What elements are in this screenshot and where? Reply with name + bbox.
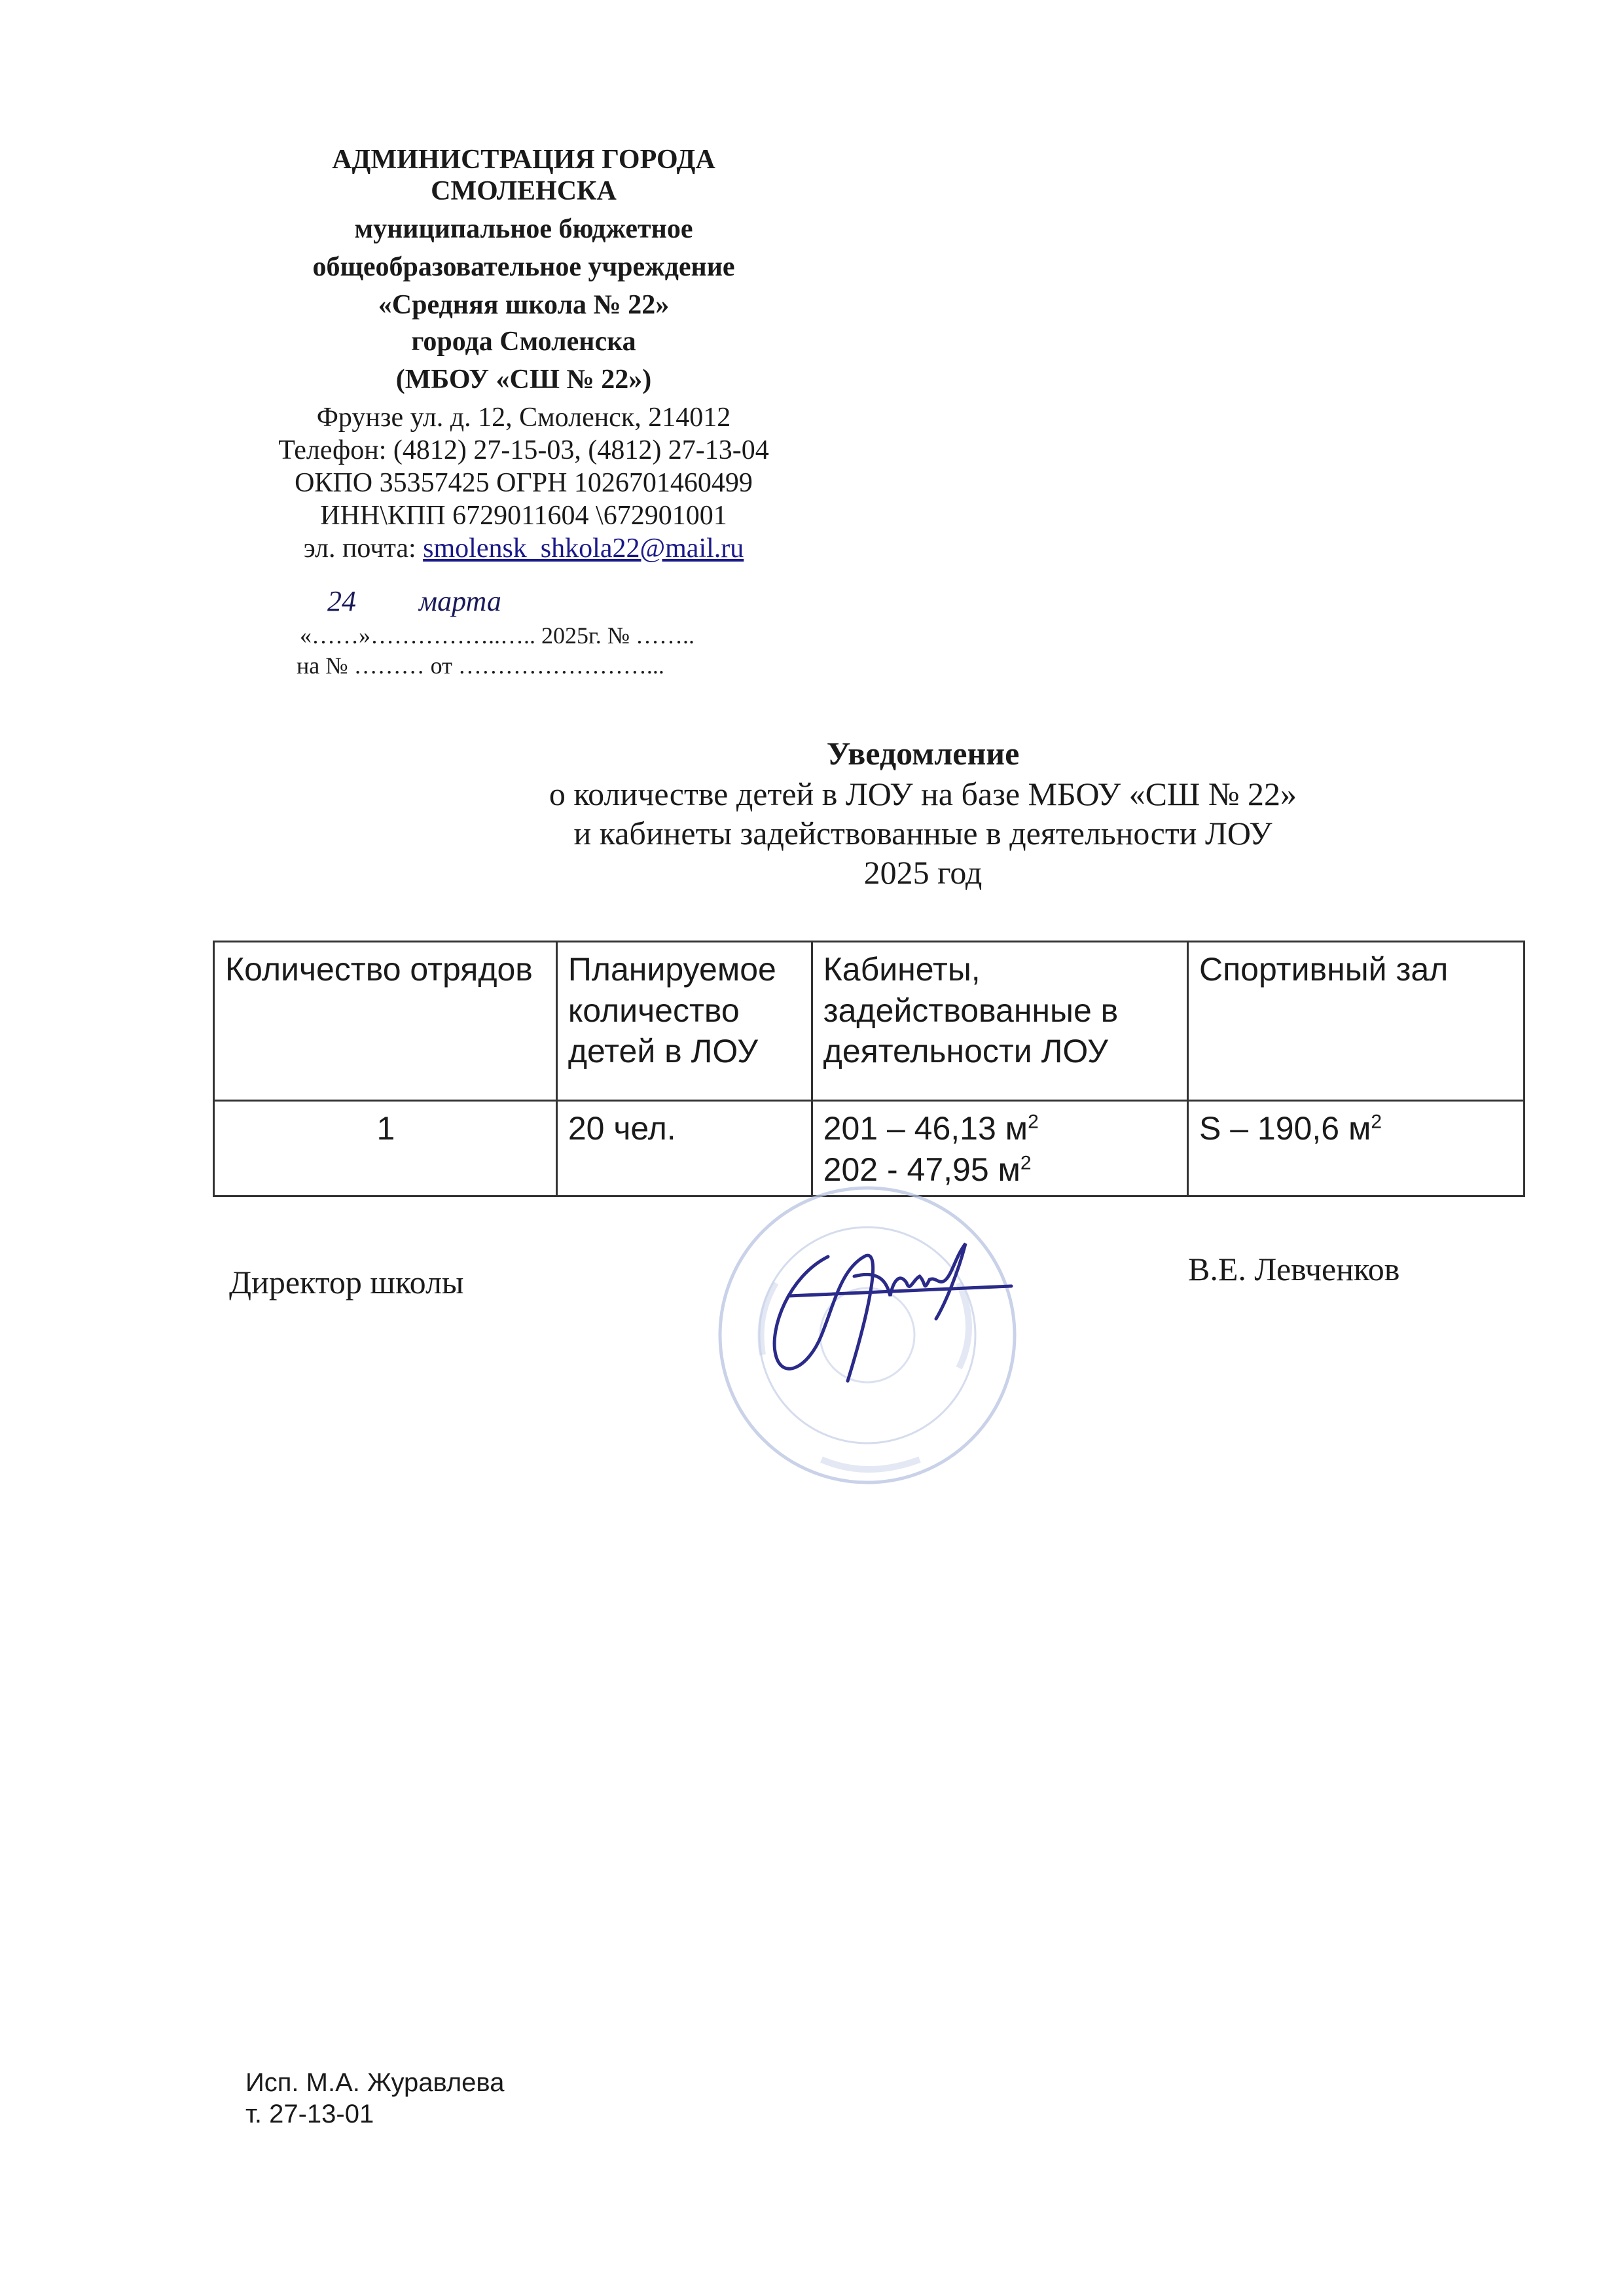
email-link[interactable]: smolensk_shkola22@mail.ru [423,533,744,564]
header-rooms: Кабинеты, задействованные в деятельности ЛОУ [812,942,1187,1101]
title-line-3: и кабинеты задействованные в деятельности ЛОУ [573,815,1272,852]
header-units: Количество отрядов [214,942,557,1101]
executor-name: Исп. М.А. Журавлева [245,2068,505,2097]
date-day-handwritten: 24 [327,585,356,617]
org-name-line-6: города Смоленска [411,327,636,357]
info-table [213,941,1525,1197]
org-okpo: ОКПО 35357425 ОГРН 1026701460499 [295,468,753,498]
director-position: Директор школы [229,1264,464,1300]
header-gym: Спортивный зал [1187,942,1524,1101]
reference-line: на № ……… от ……………………... [297,653,664,679]
title-line-1: Уведомление [826,735,1020,772]
org-email-line [196,533,851,564]
title-line-2: о количестве детей в ЛОУ на базе МБОУ «СШ № 22» [549,776,1297,812]
org-phone: Телефон: (4812) 27-15-03, (4812) 27-13-04 [278,435,769,465]
date-number-line: «……»……………..….. 2025г. № …….. [300,622,695,649]
room-201: 201 – 46,13 $м^2$ [823,1110,1039,1147]
signature-icon [749,1217,1024,1401]
cell-units: 1 [214,1101,557,1196]
header-children: Планируемое количество детей в ЛОУ [556,942,812,1101]
org-name-line-1: АДМИНИСТРАЦИЯ ГОРОДА [332,145,715,175]
cell-children: 20 чел. [556,1101,812,1196]
org-name-line-4: общеобразовательное учреждение [312,252,735,282]
email-label: эл. почта: [303,533,424,564]
org-name-line-7: (МБОУ «СШ № 22») [395,365,652,395]
table-header-row [214,942,1525,1101]
org-address: Фрунзе ул. д. 12, Смоленск, 214012 [316,403,731,433]
org-name-line-3: муниципальное бюджетное [354,214,693,244]
org-name-line-5: «Средняя школа № 22» [378,290,670,320]
director-name: В.Е. Левченков [1188,1251,1400,1287]
org-inn: ИНН\КПП 6729011604 \672901001 [320,501,727,531]
executor-phone: т. 27-13-01 [245,2100,374,2128]
date-month-handwritten: марта [419,585,501,617]
cell-gym: S – 190,6 $м^2$ [1187,1101,1524,1196]
org-name-line-2: СМОЛЕНСКА [431,176,617,206]
title-line-4: 2025 год [863,854,983,891]
room-202: 202 - 47,95 $м^2$ [823,1151,1032,1188]
